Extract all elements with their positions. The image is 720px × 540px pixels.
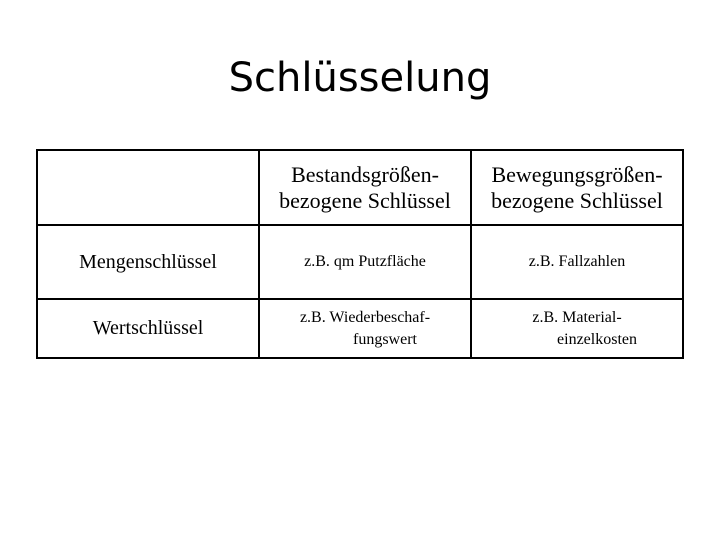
key-table (36, 149, 684, 359)
table-cell (259, 299, 471, 358)
table-cell (259, 225, 471, 299)
cell-line1: z.B. Wiederbeschaf- (299, 308, 431, 326)
column-header-stock (259, 150, 471, 225)
cell-line2: einzelkosten (557, 330, 637, 348)
table-row (37, 225, 683, 299)
column-header-flow (471, 150, 683, 225)
table-cell (471, 299, 683, 358)
slide-title: Schlüsselung (228, 55, 492, 101)
row-header-value-key: Wertschlüssel (37, 299, 259, 358)
column-header-flow-line2: bezogene Schlüssel (491, 187, 663, 213)
corner-cell (37, 150, 259, 225)
cell-line2: fungswert (353, 330, 417, 348)
row-header-quantity-key: Mengenschlüssel (37, 225, 259, 299)
cell-line1: z.B. Material- (532, 308, 622, 326)
column-header-stock-line2: bezogene Schlüssel (279, 187, 451, 213)
column-header-flow-line1: Bewegungsgrößen- (491, 161, 663, 187)
cell-line1: z.B. Fallzahlen (528, 253, 626, 270)
table-header-row (37, 150, 683, 225)
column-header-stock-line1: Bestandsgrößen- (291, 161, 439, 187)
cell-line1: z.B. qm Putzfläche (304, 253, 426, 270)
table-row (37, 299, 683, 358)
table-cell (471, 225, 683, 299)
